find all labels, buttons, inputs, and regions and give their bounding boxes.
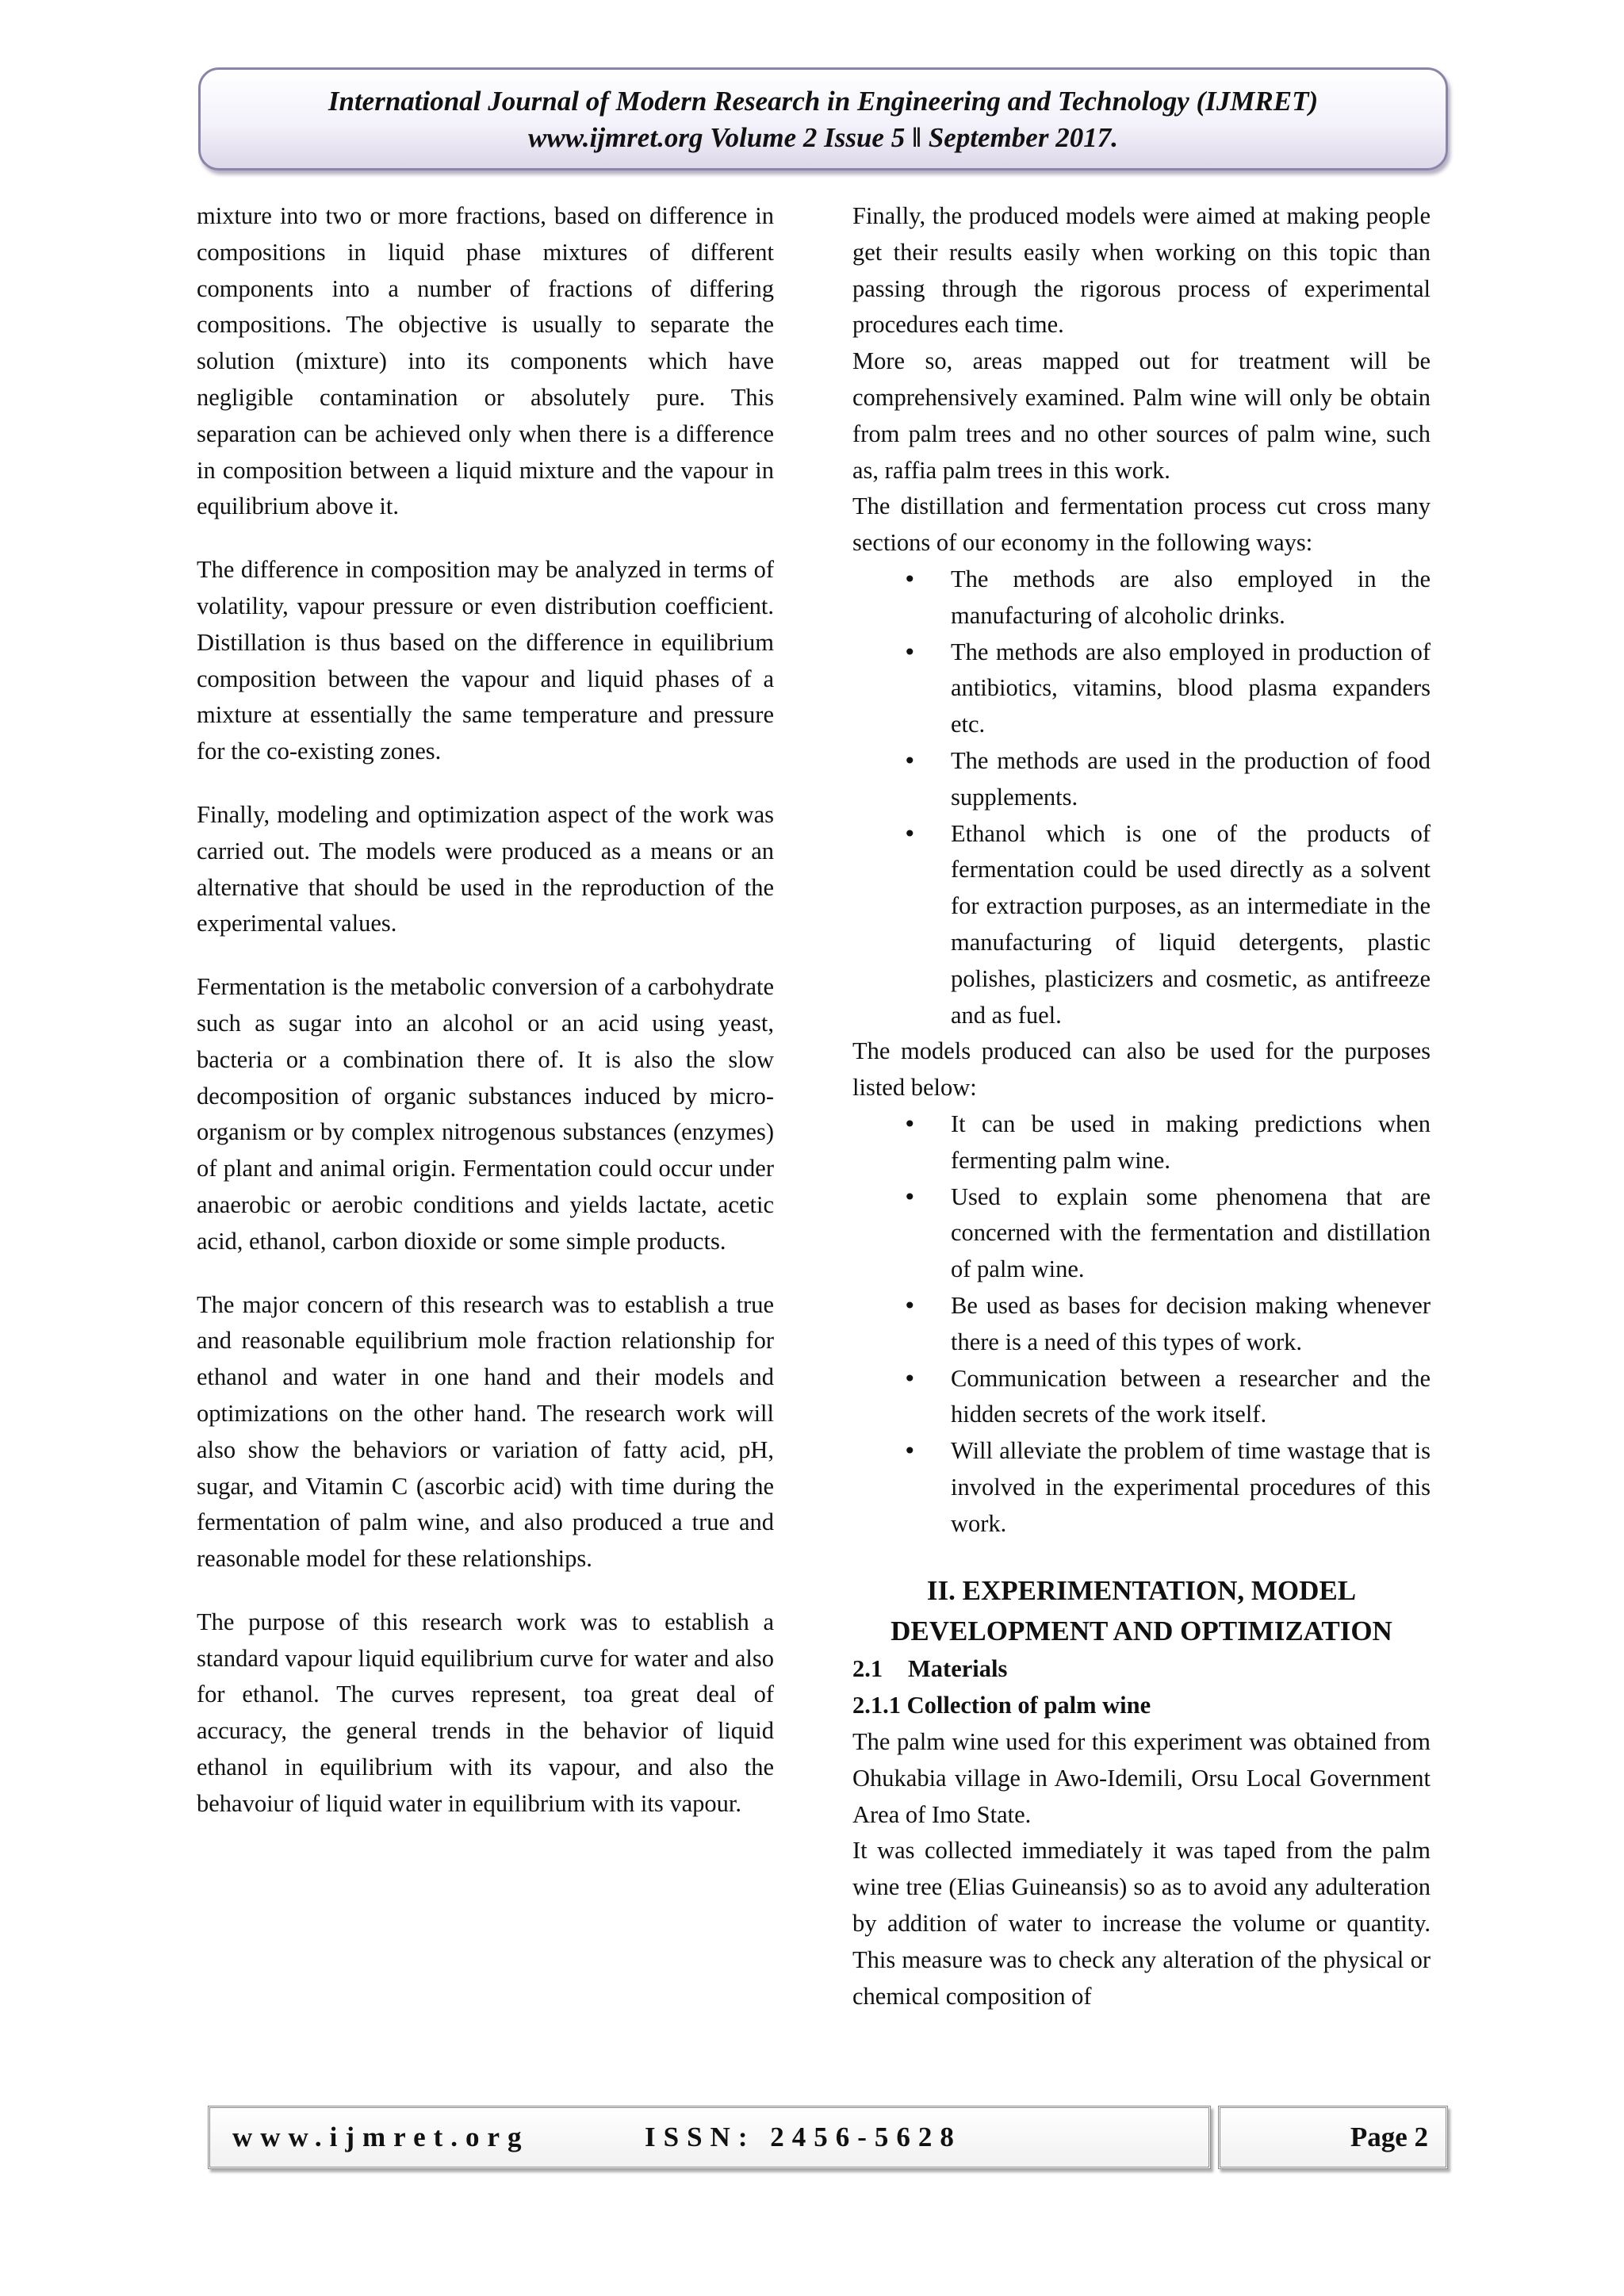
subsection-title: Materials	[908, 1655, 1008, 1683]
subsection-number: 2.1	[852, 1655, 883, 1683]
section-heading-line1: II. EXPERIMENTATION, MODEL	[926, 1575, 1357, 1607]
list-item: • Ethanol which is one of the products of fermentation could be used directly as a solvent for extraction purposes, as an intermediate in the manufacturing of liquid detergents, plastic polishes, plasticizers and cosmetic, as antifreeze and as fuel.	[852, 816, 1431, 1034]
uses-list	[852, 562, 1431, 1033]
list-item: • The methods are also employed in the manufacturing of alcoholic drinks.	[852, 562, 1431, 634]
list-item: • Communication between a researcher and the hidden secrets of the work itself.	[852, 1361, 1431, 1434]
list-item: • It can be used in making predictions when fermenting palm wine.	[852, 1106, 1431, 1179]
subsection-heading	[852, 1651, 1431, 1688]
list-item: • Used to explain some phenomena that are concerned with the fermentation and distillation of palm wine.	[852, 1179, 1431, 1288]
paragraph: Finally, modeling and optimization aspect of the work was carried out. The models were produced as a means or an alternative that should be used in the reproduction of the experimental values.	[197, 800, 774, 937]
journal-header	[198, 67, 1448, 171]
paragraph: Finally, the produced models were aimed at making people get their results easily when working on this topic than passing through the rigorous process of experimental procedures each time.	[852, 202, 1431, 339]
section-heading-line2: DEVELOPMENT AND OPTIMIZATION	[891, 1616, 1392, 1647]
paragraph: The major concern of this research was to establish a true and reasonable equilibrium mole fraction relationship for ethanol and water in one hand and their models and optimizations on the other hand. The research work will also show the behaviors or variation of fatty acid, pH, sugar, and Vitamin C (ascorbic acid) with time during the fermentation of palm wine, and also produced a true and reasonable model for these relationships.	[197, 1290, 774, 1573]
subsubsection-heading: 2.1.1 Collection of palm wine	[852, 1692, 1151, 1719]
right-column	[852, 198, 1431, 2014]
purposes-list	[852, 1106, 1431, 1543]
footer-info-box	[208, 2106, 1211, 2169]
paragraph: mixture into two or more fractions, based on difference in compositions in liquid phase mixtures of different components into a number of fractions of differing compositions. The objective is usually to separate the solution (mixture) into its components which have negligible contamination or absolutely pure. This separation can be achieved only when there is a difference in composition between a liquid mixture and the vapour in equilibrium above it.	[197, 202, 774, 520]
section-heading	[852, 1570, 1431, 1651]
left-column	[197, 198, 774, 1823]
list-item: • The methods are used in the production of food supplements.	[852, 743, 1431, 816]
paragraph: The difference in composition may be analyzed in terms of volatility, vapour pressure or even distribution coefficient. Distillation is thus based on the difference in equilibrium composition between the vapour and liquid phases of a mixture at essentially the same temperature and pressure for the co-existing zones.	[197, 556, 774, 765]
list-item: • Be used as bases for decision making whenever there is a need of this types of work.	[852, 1288, 1431, 1361]
list-item: • Will alleviate the problem of time wastage that is involved in the experimental procedures of this work.	[852, 1433, 1431, 1542]
paragraph: The distillation and fermentation process cut cross many sections of our economy in the following ways:	[852, 493, 1431, 557]
paragraph: The palm wine used for this experiment was obtained from Ohukabia village in Awo-Idemili, Orsu Local Government Area of Imo State.	[852, 1728, 1431, 1828]
paragraph: The models produced can also be used for the purposes listed below:	[852, 1037, 1431, 1102]
journal-issue-line: www.ijmret.org Volume 2 Issue 5 ǁ September 2017.	[528, 122, 1118, 153]
paragraph: More so, areas mapped out for treatment will be comprehensively examined. Palm wine will only be obtain from palm trees and no other sources of palm wine, such as, raffia palm trees in this work.	[852, 347, 1431, 484]
page-footer	[208, 2106, 1448, 2169]
page-number: Page 2	[1350, 2122, 1428, 2152]
footer-issn: ISSN: 2456-5628	[645, 2122, 962, 2152]
paragraph: Fermentation is the metabolic conversion of a carbohydrate such as sugar into an alcohol or an acid using yeast, bacteria or a combination there of. It is also the slow decomposition of organic substances induced by micro-organism or by complex nitrogenous substances (enzymes) of plant and animal origin. Fermentation could occur under anaerobic or aerobic conditions and yields lactate, acetic acid, ethanol, carbon dioxide or some simple products.	[197, 973, 774, 1255]
paragraph: The purpose of this research work was to establish a standard vapour liquid equilibrium curve for water and also for ethanol. The curves represent, toa great deal of accuracy, the general trends in the behavior of liquid ethanol in equilibrium with its vapour, and also the behavoiur of liquid water in equilibrium with its vapour.	[197, 1608, 774, 1817]
footer-url: www.ijmret.org	[232, 2122, 530, 2152]
list-item: • The methods are also employed in production of antibiotics, vitamins, blood plasma expanders etc.	[852, 634, 1431, 743]
journal-title: International Journal of Modern Research in Engineering and Technology (IJMRET)	[327, 86, 1319, 117]
paragraph: It was collected immediately it was taped from the palm wine tree (Elias Guineansis) so as to avoid any adulteration by addition of water to increase the volume or quantity. This measure was to check any alteration of the physical or chemical composition of	[852, 1837, 1431, 2010]
footer-page-box	[1218, 2106, 1448, 2169]
